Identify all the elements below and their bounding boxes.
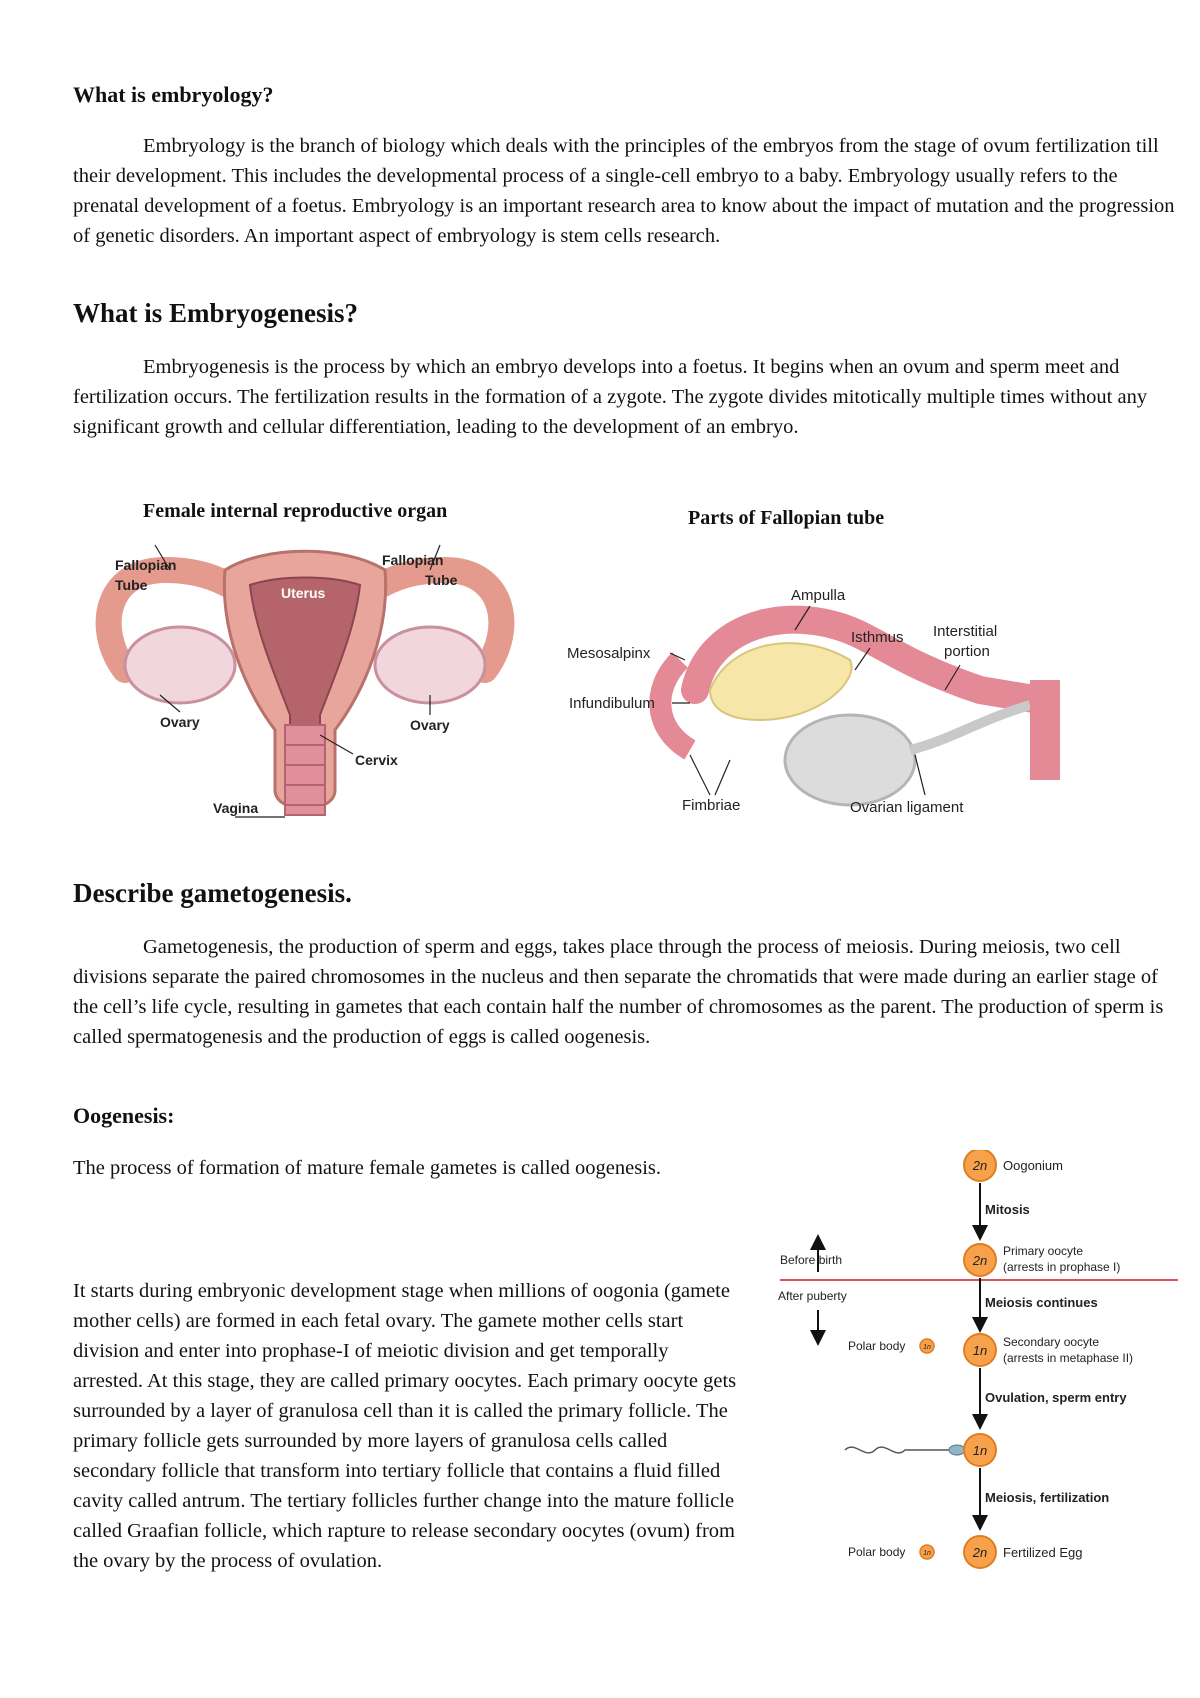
cell-polar-body-1-label: 1n xyxy=(923,1344,931,1351)
cell-oogonium-label: 2n xyxy=(972,1158,988,1173)
paragraph-gametogenesis xyxy=(73,932,1181,1052)
left-ovary-shape xyxy=(125,627,235,703)
label-ovulation: Ovulation, sperm entry xyxy=(985,1390,1127,1405)
paragraph-oogenesis-details: It starts during embryonic development stage when millions of oogonia (gamete mother cells) are formed in each fetal ovary. The gamete mother cells start division and enter into prophase-I of meiotic division and get temporally arrested. At this stage, they are called primary oocytes. Each primary oocyte gets surrounded by a layer of granulosa cell than it is called the primary follicle. The primary follicle gets surrounded by more layers of granulosa cells called secondary follicle that transform into tertiary follicle that contains a fluid filled cavity called antrum. The tertiary follicles further change into the mature follicle called Graafian follicle, which rapture to release secondary oocytes (ovum) from the ovary by the process of ovulation. xyxy=(73,1280,737,1572)
label-mesosalpinx: Mesosalpinx xyxy=(567,645,651,662)
paragraph-embryogenesis-text: Embryogenesis is the process by which an embryo develops into a foetus. It begins when an ovum and sperm meet and fertilization occurs. The fertilization results in the formation of a zygote. The zygote divides mitotically multiple times without any significant growth and cellular differentiation, leading to the development of an embryo. xyxy=(73,356,1148,438)
heading-oogenesis: Oogenesis: xyxy=(73,1103,175,1128)
label-polar-body-2: Polar body xyxy=(848,1545,906,1559)
label-ovarian-ligament: Ovarian ligament xyxy=(850,799,964,816)
label-mitosis: Mitosis xyxy=(985,1202,1030,1217)
label-ovary-right: Ovary xyxy=(410,717,450,733)
paragraph-gametogenesis-text: Gametogenesis, the production of sperm and eggs, takes place through the process of meiosis. During meiosis, two cell divisions separate the paired chromosomes in the nucleus and then separate the chromatids that were made during an earlier stage of the cell’s life cycle, resulting in gametes that each contain half the number of chromosomes as the parent. The production of sperm is called spermatogenesis and the production of eggs is called oogenesis. xyxy=(73,936,1164,1048)
figure-tube-title: Parts of Fallopian tube xyxy=(688,507,885,529)
heading-embryogenesis: What is Embryogenesis? xyxy=(73,298,359,328)
paragraph-embryogenesis xyxy=(73,352,1181,442)
sperm-head xyxy=(949,1445,965,1455)
uterine-wall-shape xyxy=(1030,680,1060,780)
label-vagina: Vagina xyxy=(213,800,259,816)
vagina-shape xyxy=(285,725,325,815)
heading-gametogenesis: Describe gametogenesis. xyxy=(73,878,352,908)
cell-secondary-oocyte-label: 1n xyxy=(972,1343,988,1358)
paragraph-embryology-text: Embryology is the branch of biology which deals with the principles of the embryos from the stage of ovum fertilization till their development. This includes the developmental process of a single-cell embryo to a baby. Embryology usually refers to the prenatal development of a foetus. Embryology is an important research area to know about the impact of mutation and the progression of genetic disorders. An important aspect of embryology is stem cells research. xyxy=(73,135,1175,247)
sperm-tail xyxy=(845,1447,950,1453)
label-secondary-oocyte: Secondary oocyte xyxy=(1003,1335,1100,1349)
label-ampulla: Ampulla xyxy=(791,587,846,604)
label-meiosis-continues: Meiosis continues xyxy=(985,1295,1098,1310)
label-secondary-oocyte-note: (arrests in metaphase II) xyxy=(1003,1351,1134,1365)
ovarian-ligament-shape xyxy=(910,705,1030,750)
right-ovary-shape xyxy=(375,627,485,703)
paragraph-embryology xyxy=(73,131,1181,251)
figure-uterus-title: Female internal reproductive organ xyxy=(143,500,448,522)
ovary-shape xyxy=(785,715,915,805)
label-primary-oocyte: Primary oocyte xyxy=(1003,1244,1084,1258)
label-cervix: Cervix xyxy=(355,752,398,768)
label-interstitial: Interstitial portion xyxy=(933,623,998,660)
label-uterus: Uterus xyxy=(281,585,326,601)
label-meiosis-fertilization: Meiosis, fertilization xyxy=(985,1490,1110,1505)
fallopian-tube-diagram xyxy=(560,580,1060,830)
label-infundibulum: Infundibulum xyxy=(569,695,655,712)
label-oogonium: Oogonium xyxy=(1003,1158,1063,1173)
label-after-puberty: After puberty xyxy=(778,1289,847,1303)
label-fallopian-tube-left: Fallopian Tube xyxy=(115,557,177,593)
label-before-birth: Before birth xyxy=(780,1253,843,1267)
label-polar-body-1: Polar body xyxy=(848,1339,906,1353)
cell-fertilizing-oocyte-label: 1n xyxy=(972,1443,988,1458)
heading-embryology: What is embryology? xyxy=(73,82,274,107)
label-fertilized-egg: Fertilized Egg xyxy=(1003,1545,1083,1560)
cell-primary-oocyte-label: 2n xyxy=(972,1253,988,1268)
label-isthmus: Isthmus xyxy=(851,629,904,646)
label-fallopian-tube-right: Fallopian Tube xyxy=(382,552,458,588)
label-primary-oocyte-note: (arrests in prophase I) xyxy=(1003,1260,1121,1274)
cell-polar-body-2-label: 1n xyxy=(923,1550,931,1557)
cell-fertilized-egg-label: 2n xyxy=(972,1545,988,1560)
uterus-diagram xyxy=(85,530,525,830)
paragraph-oogenesis-definition: The process of formation of mature female gametes is called oogenesis. xyxy=(73,1157,662,1179)
oogenesis-flowchart xyxy=(760,1150,1180,1595)
label-ovary-left: Ovary xyxy=(160,714,200,730)
label-fimbriae: Fimbriae xyxy=(682,797,741,814)
